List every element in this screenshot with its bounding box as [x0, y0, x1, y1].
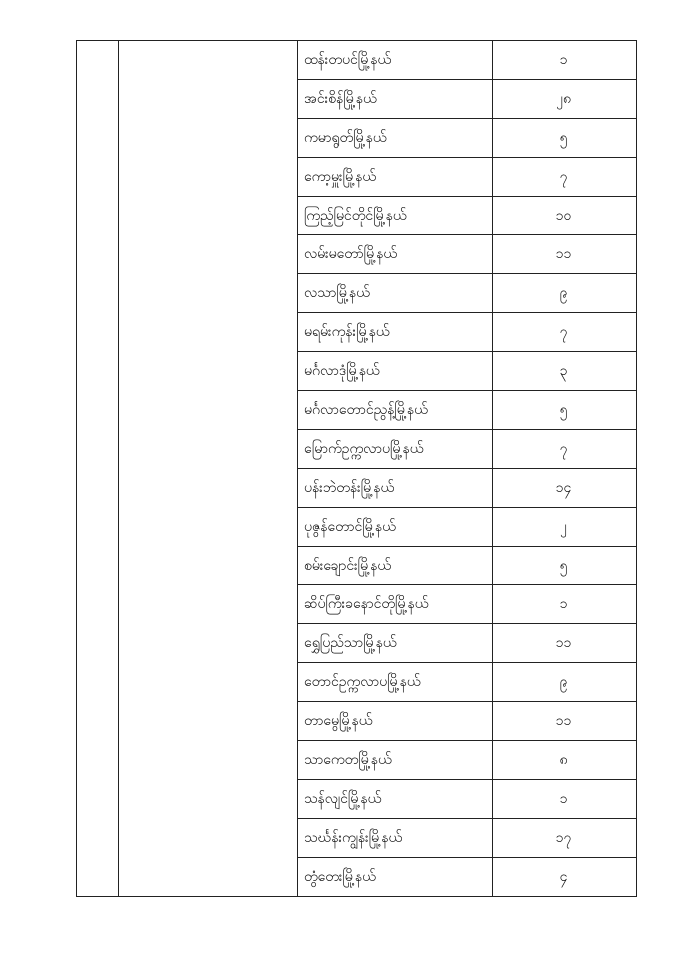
count-cell: ၉	[493, 274, 637, 313]
count-cell: ၇	[493, 157, 637, 196]
table-body	[77, 41, 637, 897]
township-name-cell: ကော့မှူးမြို့နယ်	[298, 157, 493, 196]
township-name-cell: ကြည့်မြင်တိုင်မြို့နယ်	[298, 196, 493, 235]
count-cell: ၁၁	[493, 702, 637, 741]
township-name-cell: မြောက်ဥက္ကလာပမြို့နယ်	[298, 429, 493, 468]
township-name-cell: အင်းစိန်မြို့နယ်	[298, 79, 493, 118]
count-cell: ၁၀	[493, 196, 637, 235]
township-name-cell: စမ်းချောင်းမြို့နယ်	[298, 546, 493, 585]
region-cell	[119, 41, 298, 897]
township-name-cell: သန်လျင်မြို့နယ်	[298, 779, 493, 818]
township-name-cell: ပန်းဘဲတန်းမြို့နယ်	[298, 468, 493, 507]
township-name-cell: မရမ်းကုန်းမြို့နယ်	[298, 313, 493, 352]
count-cell: ၅	[493, 391, 637, 430]
count-cell: ၁၄	[493, 468, 637, 507]
count-cell: ၇	[493, 313, 637, 352]
township-name-cell: ပုဇွန်တောင်မြို့နယ်	[298, 507, 493, 546]
township-name-cell: ကမာရွတ်မြို့နယ်	[298, 118, 493, 157]
township-name-cell: တာမွေမြို့နယ်	[298, 702, 493, 741]
count-cell: ၃	[493, 352, 637, 391]
count-cell: ၅	[493, 118, 637, 157]
count-cell: ၁	[493, 585, 637, 624]
count-cell: ၁၇	[493, 818, 637, 857]
township-name-cell: ထန်းတပင်မြို့နယ်	[298, 41, 493, 80]
township-name-cell: လမ်းမတော်မြို့နယ်	[298, 235, 493, 274]
township-name-cell: မင်္ဂလာတောင်ညွန့်မြို့နယ်	[298, 391, 493, 430]
count-cell: ၁	[493, 41, 637, 80]
township-name-cell: ဆိပ်ကြီးခနောင်တိုမြို့နယ်	[298, 585, 493, 624]
count-cell: ၂	[493, 507, 637, 546]
township-name-cell: မင်္ဂလာဒုံမြို့နယ်	[298, 352, 493, 391]
township-name-cell: သင်္ဃန်းကျွန်းမြို့နယ်	[298, 818, 493, 857]
count-cell: ၂၈	[493, 79, 637, 118]
count-cell: ၉	[493, 663, 637, 702]
count-cell: ၁၁	[493, 624, 637, 663]
table-row	[77, 41, 637, 80]
township-name-cell: လသာမြို့နယ်	[298, 274, 493, 313]
count-cell: ၇	[493, 429, 637, 468]
count-cell: ၁၁	[493, 235, 637, 274]
count-cell: ၄	[493, 857, 637, 896]
township-name-cell: တွံတေးမြို့နယ်	[298, 857, 493, 896]
township-name-cell: သာကေတမြို့နယ်	[298, 741, 493, 780]
township-name-cell: ရွှေပြည်သာမြို့နယ်	[298, 624, 493, 663]
count-cell: ၈	[493, 741, 637, 780]
count-cell: ၅	[493, 546, 637, 585]
count-cell: ၁	[493, 779, 637, 818]
township-name-cell: တောင်ဥက္ကလာပမြို့နယ်	[298, 663, 493, 702]
serial-number-cell	[77, 41, 119, 897]
township-table	[76, 40, 637, 897]
